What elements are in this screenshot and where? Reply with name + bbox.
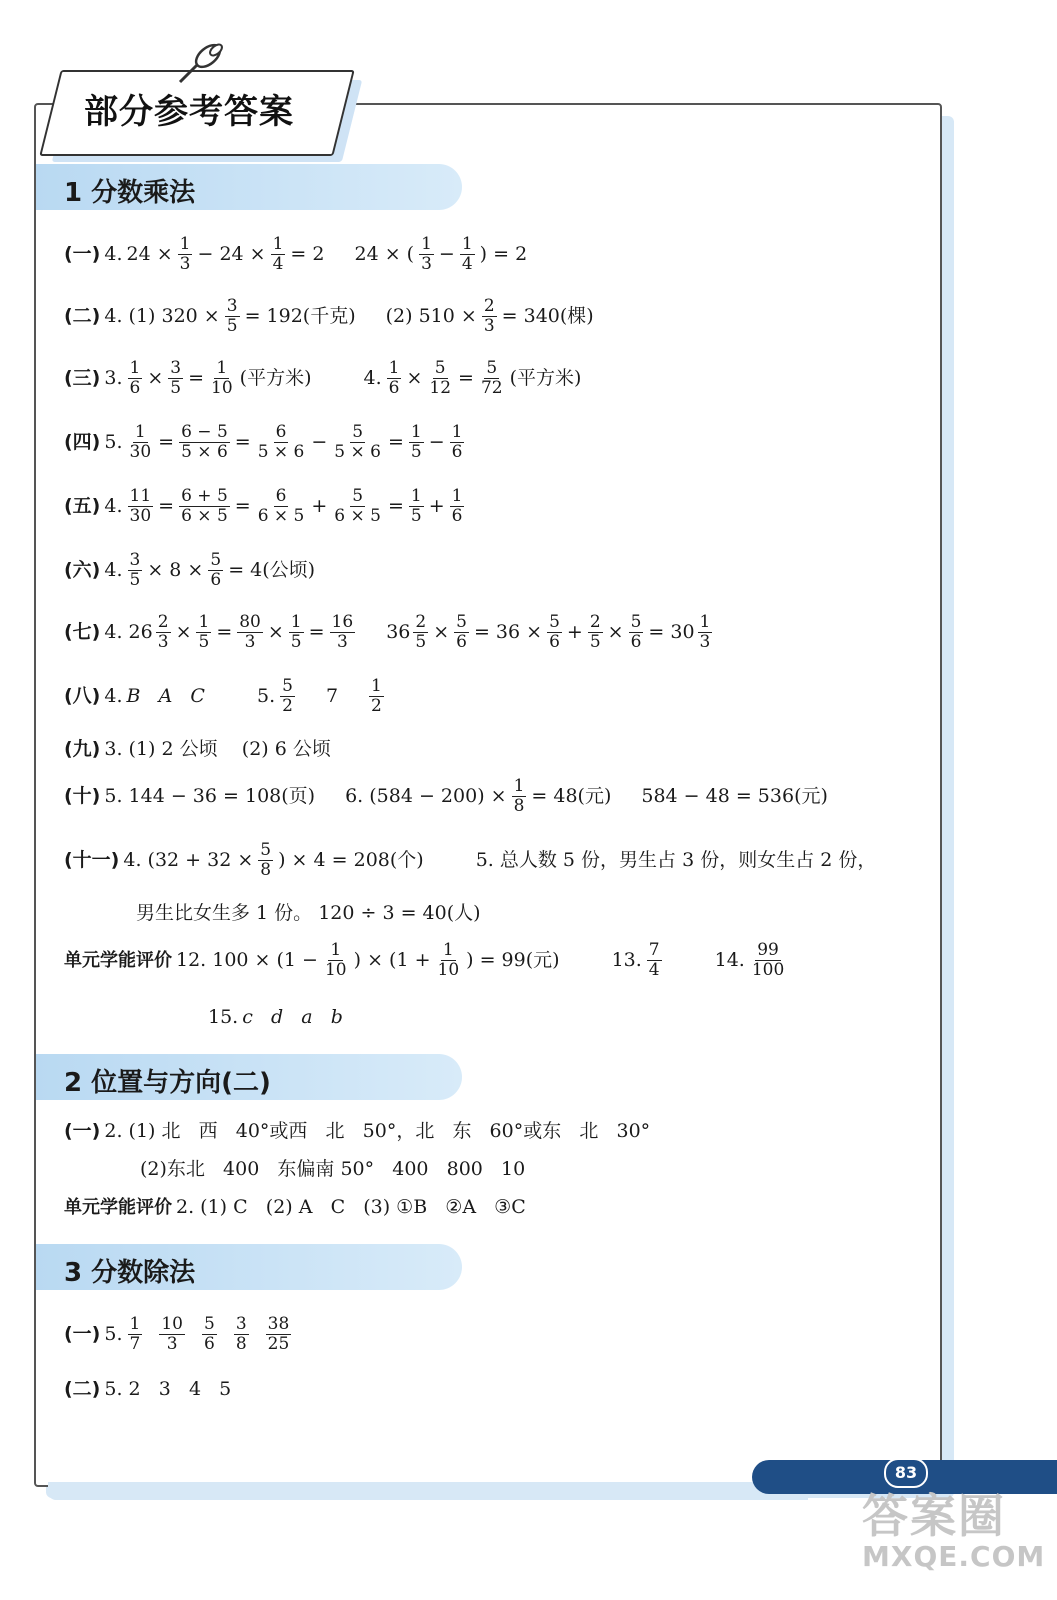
fraction-numerator: 1 xyxy=(198,612,210,632)
watermark-url: MXQE.COM xyxy=(862,1540,1046,1573)
fraction-numerator: 1 xyxy=(442,940,454,960)
fraction-numerator: 1 xyxy=(421,234,432,254)
fraction-numerator: 6 xyxy=(275,486,287,506)
answer-text: 5. 总人数 5 份，男生占 3 份，则女生占 2 份， xyxy=(475,849,877,871)
answer-text: − 24 × xyxy=(197,243,266,265)
fraction xyxy=(128,360,143,397)
answer-text: c d a b xyxy=(242,1006,343,1028)
answer-line xyxy=(64,778,830,815)
fraction-numerator: 5 xyxy=(203,1314,215,1334)
fraction-denominator: 5 xyxy=(226,316,238,336)
fraction-denominator: 5 xyxy=(410,506,422,526)
fraction xyxy=(588,614,603,651)
answer-text: 4. xyxy=(104,495,123,517)
answer-line xyxy=(64,942,789,979)
answer-line xyxy=(138,1160,527,1179)
fraction-denominator: 6 xyxy=(549,632,560,652)
fraction-denominator: 3 xyxy=(699,632,711,652)
answer-text: + xyxy=(566,621,583,643)
fraction-denominator: 72 xyxy=(480,378,503,398)
answer-text: 15. xyxy=(208,1006,239,1028)
fraction-numerator: 3 xyxy=(170,358,182,378)
fraction-denominator: 6 xyxy=(129,378,141,398)
answer-text: = 2 xyxy=(290,243,325,265)
fraction xyxy=(427,360,453,397)
page-title: 部分参考答案 xyxy=(84,92,294,132)
fraction-numerator: 3 xyxy=(235,1314,247,1334)
fraction-numerator: 1 xyxy=(410,486,422,506)
fraction xyxy=(436,942,462,979)
fraction xyxy=(237,614,263,651)
fraction-denominator: 6 × 5 xyxy=(181,506,228,526)
fraction-denominator: 8 xyxy=(513,796,525,816)
answer-line xyxy=(64,360,583,397)
fraction xyxy=(179,424,230,461)
answer-text: ) = 2 xyxy=(479,243,528,265)
answer-text: 4. xyxy=(363,367,382,389)
answer-text: ) × (1 + xyxy=(353,949,431,971)
answer-label: (一) xyxy=(64,1120,101,1142)
fraction-denominator: 5 xyxy=(129,570,141,590)
fraction xyxy=(234,1316,249,1353)
answer-label: (二) xyxy=(64,1378,101,1400)
answer-text: 4. (32 + 32 × xyxy=(123,849,254,871)
answer-text: = 192(千克) xyxy=(244,305,356,327)
fraction xyxy=(271,236,286,273)
fraction xyxy=(209,360,235,397)
fraction xyxy=(413,614,428,651)
fraction-numerator: 1 xyxy=(290,612,302,632)
fraction-denominator: 8 xyxy=(235,1334,247,1354)
answer-text: = 48(元) xyxy=(531,785,612,807)
answer-label: (九) xyxy=(64,738,101,760)
fraction-numerator: 2 xyxy=(157,612,169,632)
fraction-numerator: 3 xyxy=(129,550,141,570)
fraction-denominator: 6 xyxy=(630,632,642,652)
answer-label: (七) xyxy=(64,621,101,643)
fraction-denominator: 10 xyxy=(437,960,460,980)
pushpin-icon xyxy=(172,40,232,86)
fraction-numerator: 1 xyxy=(451,486,463,506)
fraction xyxy=(225,298,240,335)
fraction-numerator: 1 xyxy=(272,234,284,254)
fraction-denominator: 10 xyxy=(324,960,347,980)
fraction xyxy=(179,488,230,525)
fraction-denominator: 6 × 5 xyxy=(334,506,381,526)
fraction-denominator: 100 xyxy=(751,960,785,980)
answer-text: 12. 100 × (1 − xyxy=(176,949,318,971)
fraction xyxy=(369,678,384,715)
fraction xyxy=(387,360,402,397)
fraction xyxy=(208,552,223,589)
fraction xyxy=(266,1316,292,1353)
fraction-numerator: 38 xyxy=(267,1314,290,1334)
fraction-denominator: 3 xyxy=(483,316,495,336)
fraction xyxy=(409,424,424,461)
answer-label: (五) xyxy=(64,495,101,517)
answer-text: = xyxy=(158,431,175,453)
fraction-denominator: 3 xyxy=(179,254,191,274)
fraction xyxy=(332,488,383,525)
fraction-denominator: 3 xyxy=(421,254,432,274)
answer-text: = xyxy=(234,431,251,453)
fraction-numerator: 1 xyxy=(330,940,342,960)
answer-text: × xyxy=(267,621,284,643)
fraction-numerator: 5 xyxy=(352,486,364,506)
answer-label: (十一) xyxy=(64,849,120,871)
answer-text: × xyxy=(433,621,450,643)
fraction-numerator: 7 xyxy=(648,940,660,960)
fraction-numerator: 1 xyxy=(451,422,463,442)
answer-text: − xyxy=(311,431,328,453)
section-title: 3 分数除法 xyxy=(64,1258,196,1288)
watermark-logo: 答案圈 xyxy=(862,1489,1006,1543)
fraction xyxy=(323,942,349,979)
fraction xyxy=(419,236,434,273)
answer-text: (2)东北 400 东偏南 50° 400 800 10 xyxy=(140,1158,526,1180)
answer-text: = 4(公顷) xyxy=(228,559,316,581)
fraction-denominator: 5 × 6 xyxy=(181,442,228,462)
fraction-numerator: 5 xyxy=(352,422,364,442)
fraction-numerator: 2 xyxy=(589,612,601,632)
fraction-denominator: 4 xyxy=(461,254,473,274)
fraction-denominator: 5 × 6 xyxy=(334,442,381,462)
answer-label: 单元学能评价 xyxy=(64,949,172,971)
fraction-numerator: 3 xyxy=(226,296,238,316)
answer-text: 6. (584 − 200) × xyxy=(345,785,507,807)
fraction xyxy=(128,424,154,461)
fraction-numerator: 5 xyxy=(210,550,222,570)
fraction-denominator: 5 xyxy=(410,442,422,462)
fraction xyxy=(512,778,527,815)
fraction xyxy=(168,360,183,397)
fraction-numerator: 5 xyxy=(282,676,293,696)
fraction-denominator: 5 xyxy=(415,632,427,652)
answer-label: 单元学能评价 xyxy=(64,1196,172,1218)
answer-text: 4. (1) 320 × xyxy=(104,305,220,327)
answer-text: = xyxy=(234,495,251,517)
answer-text: 24 × ( xyxy=(354,243,415,265)
answer-line xyxy=(64,1122,652,1141)
fraction xyxy=(332,424,383,461)
fraction-numerator: 1 xyxy=(388,358,400,378)
fraction-denominator: 3 xyxy=(336,632,348,652)
answer-label: (二) xyxy=(64,305,101,327)
fraction xyxy=(289,614,304,651)
fraction xyxy=(479,360,505,397)
fraction xyxy=(629,614,644,651)
fraction-numerator: 6 xyxy=(275,422,287,442)
fraction xyxy=(128,1316,143,1353)
fraction-denominator: 4 xyxy=(648,960,660,980)
answer-text: = xyxy=(188,367,205,389)
fraction-numerator: 1 xyxy=(410,422,422,442)
fraction xyxy=(460,236,475,273)
fraction-numerator: 1 xyxy=(179,234,191,254)
fraction xyxy=(454,614,469,651)
answer-text: 4. xyxy=(104,685,123,707)
fraction-numerator: 1 xyxy=(461,234,473,254)
fraction xyxy=(256,424,307,461)
fraction-denominator: 25 xyxy=(267,1334,290,1354)
answer-line xyxy=(64,1198,528,1217)
answer-text: 3. xyxy=(104,367,123,389)
bottom-strip xyxy=(48,1482,808,1500)
fraction-denominator: 7 xyxy=(129,1334,141,1354)
answer-text: + xyxy=(428,495,445,517)
answer-text: 24 × xyxy=(126,243,173,265)
fraction-numerator: 1 xyxy=(129,1314,141,1334)
answer-text: × 8 × xyxy=(147,559,204,581)
answer-text: 2. (1) 北 西 40°或西 北 50°，北 东 60°或东 北 30° xyxy=(104,1120,651,1142)
answer-text: = 36 × xyxy=(473,621,543,643)
fraction-numerator: 6 + 5 xyxy=(181,486,228,506)
answer-text: × xyxy=(607,621,624,643)
fraction-denominator: 6 xyxy=(451,442,463,462)
fraction-denominator: 5 xyxy=(198,632,210,652)
answer-line xyxy=(206,1008,345,1027)
fraction xyxy=(482,298,497,335)
answer-text: = xyxy=(216,621,233,643)
fraction-denominator: 10 xyxy=(211,378,233,398)
answer-text: (2) 510 × xyxy=(385,305,477,327)
answer-text: = xyxy=(158,495,175,517)
fraction xyxy=(128,552,143,589)
fraction-numerator: 11 xyxy=(129,486,152,506)
answer-text: (平方米) xyxy=(509,367,582,389)
answer-text: = xyxy=(458,367,474,389)
answer-text: 584 − 48 = 536(元) xyxy=(641,785,828,807)
answer-line xyxy=(64,488,467,525)
answer-text: × xyxy=(406,367,423,389)
fraction xyxy=(256,488,307,525)
answer-text: = xyxy=(387,495,404,517)
fraction-denominator: 6 xyxy=(210,570,222,590)
answer-text: 7 xyxy=(325,685,339,707)
fraction xyxy=(202,1316,217,1353)
answer-text: × xyxy=(175,621,192,643)
answer-line xyxy=(64,424,467,461)
fraction xyxy=(178,236,193,273)
fraction-numerator: 5 xyxy=(434,358,446,378)
fraction xyxy=(330,614,356,651)
fraction-numerator: 80 xyxy=(239,612,261,632)
answer-text: + xyxy=(311,495,328,517)
answer-label: (一) xyxy=(64,1323,101,1345)
fraction-denominator: 4 xyxy=(272,254,284,274)
section-title: 2 位置与方向(二) xyxy=(64,1068,271,1098)
fraction xyxy=(450,424,465,461)
fraction-denominator: 5 × 6 xyxy=(257,442,305,462)
answer-line xyxy=(64,298,596,335)
answer-text: = 340(棵) xyxy=(501,305,594,327)
fraction-denominator: 5 xyxy=(290,632,302,652)
fraction-denominator: 5 xyxy=(170,378,182,398)
answer-line xyxy=(64,552,317,589)
fraction xyxy=(156,614,171,651)
answer-label: (十) xyxy=(64,785,101,807)
answer-text: × xyxy=(147,367,164,389)
answer-text: 男生比女生多 1 份。 120 ÷ 3 = 40(人) xyxy=(136,902,481,924)
answer-text: 5. 2 3 4 5 xyxy=(104,1378,232,1400)
answer-text: − xyxy=(428,431,445,453)
fraction-numerator: 6 − 5 xyxy=(181,422,228,442)
answer-line xyxy=(64,678,387,715)
fraction-numerator: 1 xyxy=(699,612,711,632)
fraction-numerator: 5 xyxy=(630,612,642,632)
fraction-numerator: 5 xyxy=(456,612,467,632)
fraction-numerator: 10 xyxy=(161,1314,183,1334)
answer-text: − xyxy=(438,243,455,265)
fraction-denominator: 6 xyxy=(203,1334,215,1354)
answer-text: ) = 99(元) xyxy=(466,949,560,971)
fraction-denominator: 6 xyxy=(451,506,463,526)
answer-text: = xyxy=(308,621,325,643)
fraction xyxy=(196,614,211,651)
answer-text: = 30 xyxy=(648,621,695,643)
answer-text: 5. 144 − 36 = 108(页) xyxy=(104,785,316,807)
answer-text: 13. xyxy=(611,949,642,971)
fraction xyxy=(750,942,786,979)
fraction-numerator: 1 xyxy=(134,422,146,442)
fraction xyxy=(280,678,295,715)
answer-line xyxy=(64,236,529,273)
answer-text: ) × 4 = 208(个) xyxy=(278,849,424,871)
answer-text: = xyxy=(387,431,404,453)
fraction xyxy=(258,842,273,879)
fraction xyxy=(547,614,562,651)
fraction-denominator: 2 xyxy=(282,696,293,716)
answer-label: (三) xyxy=(64,367,101,389)
fraction-numerator: 2 xyxy=(483,296,495,316)
fraction-denominator: 8 xyxy=(260,860,272,880)
fraction-denominator: 3 xyxy=(166,1334,178,1354)
fraction-denominator: 2 xyxy=(371,696,382,716)
answer-text: 2. (1) C (2) A C (3) ①B ②A ③C xyxy=(176,1196,526,1218)
fraction-numerator: 1 xyxy=(129,358,141,378)
fraction xyxy=(159,1316,185,1353)
answer-text: 5. xyxy=(104,431,123,453)
answer-text: (平方米) xyxy=(239,367,312,389)
fraction xyxy=(698,614,713,651)
answer-label: (八) xyxy=(64,685,101,707)
fraction-numerator: 2 xyxy=(415,612,427,632)
fraction-denominator: 3 xyxy=(244,632,256,652)
answer-label: (四) xyxy=(64,431,101,453)
answer-text: 5. xyxy=(256,685,276,707)
fraction xyxy=(450,488,465,525)
fraction-denominator: 12 xyxy=(429,378,452,398)
answer-text: 4. xyxy=(104,559,123,581)
answer-text: 5. xyxy=(104,1323,123,1345)
answer-text: 4. 26 xyxy=(104,621,153,643)
fraction-denominator: 30 xyxy=(129,442,152,462)
answer-label: (六) xyxy=(64,559,101,581)
answer-text: B A C xyxy=(126,685,205,707)
answer-line xyxy=(64,842,878,879)
fraction-numerator: 1 xyxy=(371,676,382,696)
fraction xyxy=(647,942,662,979)
fraction-numerator: 1 xyxy=(216,358,228,378)
section-title: 1 分数乘法 xyxy=(64,178,196,208)
answer-text: 3. (1) 2 公顷 (2) 6 公顷 xyxy=(104,738,331,760)
answer-line xyxy=(64,1316,294,1353)
answer-text: 36 xyxy=(386,621,411,643)
fraction-denominator: 6 xyxy=(388,378,400,398)
fraction-denominator: 5 xyxy=(589,632,601,652)
fraction-denominator: 30 xyxy=(129,506,152,526)
fraction-numerator: 16 xyxy=(331,612,354,632)
fraction-denominator: 6 xyxy=(456,632,467,652)
fraction-numerator: 99 xyxy=(757,940,779,960)
fraction-numerator: 1 xyxy=(513,776,525,796)
fraction-numerator: 5 xyxy=(549,612,560,632)
fraction-denominator: 6 × 5 xyxy=(257,506,305,526)
fraction xyxy=(409,488,424,525)
answer-line xyxy=(64,740,333,759)
page-number: 83 xyxy=(884,1458,928,1488)
fraction xyxy=(128,488,154,525)
answer-line xyxy=(64,614,715,651)
answer-label: (一) xyxy=(64,243,101,265)
fraction-denominator: 3 xyxy=(157,632,169,652)
answer-text: 14. xyxy=(714,949,745,971)
answer-line xyxy=(134,904,483,923)
answer-line xyxy=(64,1380,233,1399)
fraction-numerator: 5 xyxy=(260,840,272,860)
answer-text: 4. xyxy=(104,243,123,265)
fraction-numerator: 5 xyxy=(486,358,498,378)
